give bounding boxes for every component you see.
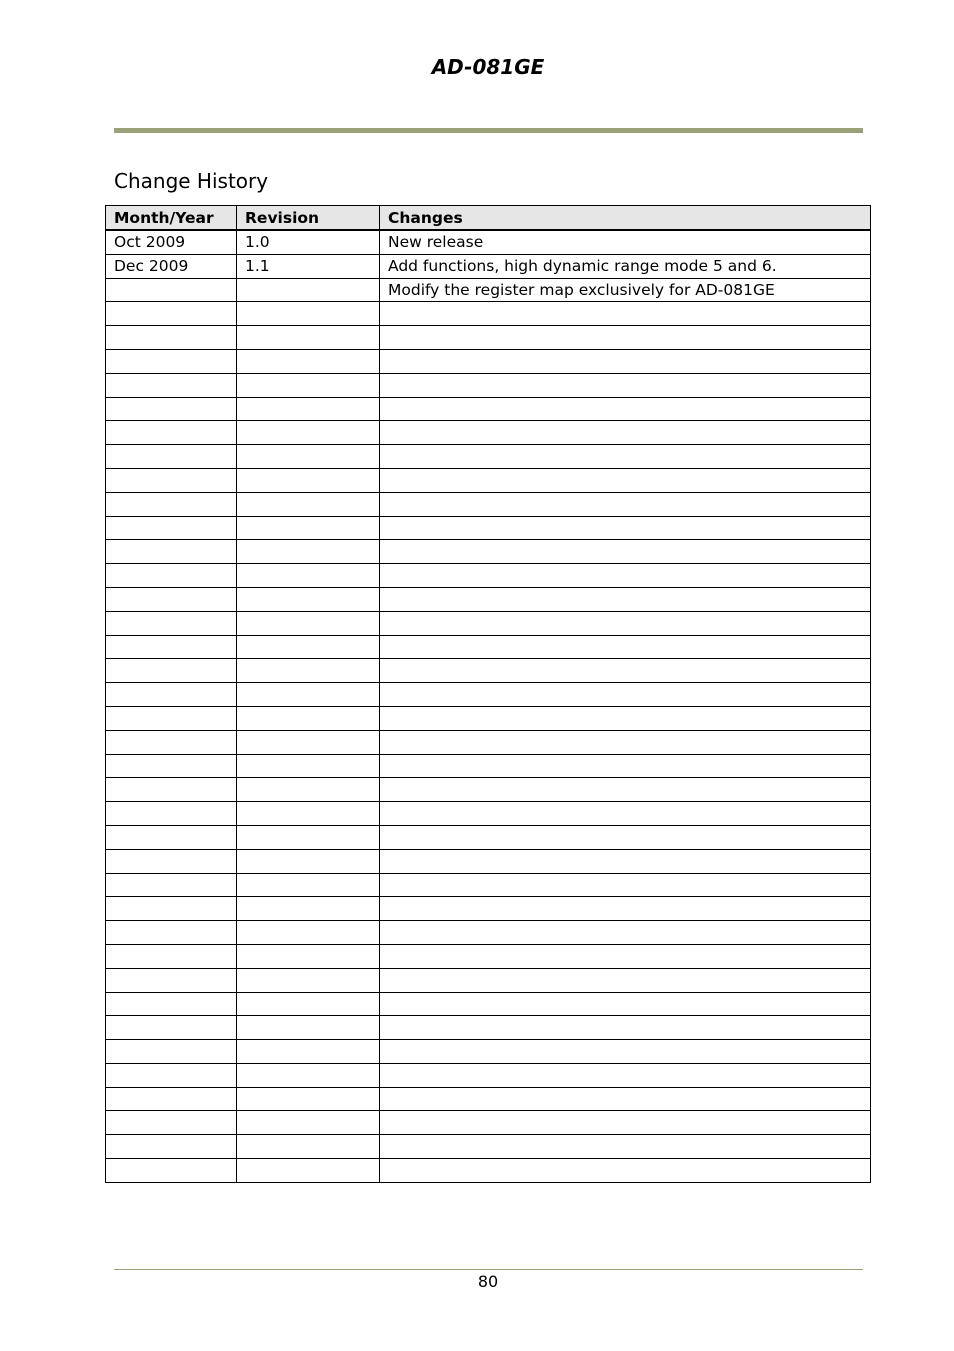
table-body bbox=[106, 230, 871, 1182]
cell-changes bbox=[380, 635, 871, 659]
cell-revision bbox=[237, 635, 380, 659]
table-row bbox=[106, 968, 871, 992]
cell-revision: 1.1 bbox=[237, 254, 380, 278]
cell-changes bbox=[380, 921, 871, 945]
cell-month-year bbox=[106, 873, 237, 897]
cell-changes bbox=[380, 1111, 871, 1135]
cell-month-year bbox=[106, 754, 237, 778]
cell-month-year bbox=[106, 944, 237, 968]
table-row bbox=[106, 540, 871, 564]
cell-changes bbox=[380, 516, 871, 540]
table-row bbox=[106, 230, 871, 254]
cell-changes bbox=[380, 302, 871, 326]
cell-month-year bbox=[106, 1111, 237, 1135]
table-row bbox=[106, 302, 871, 326]
cell-revision bbox=[237, 516, 380, 540]
cell-month-year bbox=[106, 706, 237, 730]
table-row bbox=[106, 730, 871, 754]
cell-month-year bbox=[106, 349, 237, 373]
table-row bbox=[106, 278, 871, 302]
table-row bbox=[106, 1159, 871, 1183]
cell-revision bbox=[237, 1135, 380, 1159]
cell-month-year bbox=[106, 492, 237, 516]
cell-month-year bbox=[106, 635, 237, 659]
cell-revision bbox=[237, 587, 380, 611]
cell-changes bbox=[380, 564, 871, 588]
cell-month-year bbox=[106, 1087, 237, 1111]
cell-changes bbox=[380, 849, 871, 873]
cell-changes bbox=[380, 968, 871, 992]
column-header-month-year: Month/Year bbox=[106, 206, 237, 231]
document-title: AD-081GE bbox=[431, 55, 545, 79]
cell-changes bbox=[380, 706, 871, 730]
cell-revision bbox=[237, 778, 380, 802]
header-rule bbox=[114, 128, 863, 133]
cell-changes bbox=[380, 1159, 871, 1183]
cell-month-year bbox=[106, 421, 237, 445]
cell-revision bbox=[237, 825, 380, 849]
cell-revision bbox=[237, 683, 380, 707]
table-row bbox=[106, 921, 871, 945]
cell-month-year bbox=[106, 849, 237, 873]
cell-month-year bbox=[106, 1063, 237, 1087]
cell-revision bbox=[237, 802, 380, 826]
table-row bbox=[106, 825, 871, 849]
table-row bbox=[106, 373, 871, 397]
cell-changes bbox=[380, 397, 871, 421]
cell-changes bbox=[380, 468, 871, 492]
cell-revision: 1.0 bbox=[237, 230, 380, 254]
cell-revision bbox=[237, 1016, 380, 1040]
cell-revision bbox=[237, 873, 380, 897]
cell-revision bbox=[237, 349, 380, 373]
cell-revision bbox=[237, 730, 380, 754]
table-row bbox=[106, 706, 871, 730]
cell-revision bbox=[237, 326, 380, 350]
table-row bbox=[106, 1135, 871, 1159]
cell-month-year bbox=[106, 778, 237, 802]
table-row bbox=[106, 445, 871, 469]
cell-revision bbox=[237, 278, 380, 302]
cell-month-year bbox=[106, 921, 237, 945]
cell-month-year bbox=[106, 373, 237, 397]
cell-month-year bbox=[106, 1159, 237, 1183]
cell-month-year bbox=[106, 516, 237, 540]
cell-changes bbox=[380, 1040, 871, 1064]
cell-month-year: Dec 2009 bbox=[106, 254, 237, 278]
cell-changes bbox=[380, 445, 871, 469]
cell-changes bbox=[380, 1063, 871, 1087]
cell-month-year bbox=[106, 445, 237, 469]
table-row bbox=[106, 611, 871, 635]
cell-month-year: Oct 2009 bbox=[106, 230, 237, 254]
table-row bbox=[106, 326, 871, 350]
cell-revision bbox=[237, 421, 380, 445]
table-row bbox=[106, 944, 871, 968]
cell-revision bbox=[237, 849, 380, 873]
table-row bbox=[106, 492, 871, 516]
table-row bbox=[106, 421, 871, 445]
cell-month-year bbox=[106, 326, 237, 350]
cell-changes bbox=[380, 611, 871, 635]
cell-changes bbox=[380, 659, 871, 683]
cell-month-year bbox=[106, 564, 237, 588]
cell-month-year bbox=[106, 897, 237, 921]
cell-changes bbox=[380, 992, 871, 1016]
cell-changes bbox=[380, 349, 871, 373]
column-header-changes: Changes bbox=[380, 206, 871, 231]
cell-changes bbox=[380, 825, 871, 849]
cell-revision bbox=[237, 921, 380, 945]
cell-revision bbox=[237, 540, 380, 564]
table-row bbox=[106, 1016, 871, 1040]
table-row bbox=[106, 873, 871, 897]
cell-month-year bbox=[106, 611, 237, 635]
table-row bbox=[106, 1063, 871, 1087]
cell-changes bbox=[380, 587, 871, 611]
cell-month-year bbox=[106, 683, 237, 707]
table-row bbox=[106, 992, 871, 1016]
table-header-row bbox=[106, 206, 871, 231]
cell-revision bbox=[237, 611, 380, 635]
cell-changes bbox=[380, 873, 871, 897]
page-number: 80 bbox=[477, 1272, 499, 1291]
cell-revision bbox=[237, 1063, 380, 1087]
table-row bbox=[106, 397, 871, 421]
cell-revision bbox=[237, 468, 380, 492]
cell-changes bbox=[380, 683, 871, 707]
table-row bbox=[106, 778, 871, 802]
cell-month-year bbox=[106, 1040, 237, 1064]
cell-month-year bbox=[106, 802, 237, 826]
cell-month-year bbox=[106, 825, 237, 849]
cell-revision bbox=[237, 492, 380, 516]
cell-month-year bbox=[106, 1016, 237, 1040]
column-header-revision: Revision bbox=[237, 206, 380, 231]
cell-changes bbox=[380, 421, 871, 445]
table-row bbox=[106, 683, 871, 707]
table-row bbox=[106, 516, 871, 540]
cell-revision bbox=[237, 1087, 380, 1111]
cell-changes: Add functions, high dynamic range mode 5 and 6. bbox=[380, 254, 871, 278]
cell-month-year bbox=[106, 302, 237, 326]
cell-revision bbox=[237, 564, 380, 588]
cell-changes bbox=[380, 730, 871, 754]
cell-revision bbox=[237, 1040, 380, 1064]
cell-month-year bbox=[106, 278, 237, 302]
cell-revision bbox=[237, 968, 380, 992]
table-row bbox=[106, 468, 871, 492]
cell-month-year bbox=[106, 659, 237, 683]
table-row bbox=[106, 587, 871, 611]
cell-changes bbox=[380, 326, 871, 350]
footer-rule bbox=[114, 1269, 863, 1270]
cell-month-year bbox=[106, 730, 237, 754]
table-row bbox=[106, 1111, 871, 1135]
cell-changes: New release bbox=[380, 230, 871, 254]
cell-changes bbox=[380, 492, 871, 516]
cell-month-year bbox=[106, 468, 237, 492]
table-row bbox=[106, 659, 871, 683]
cell-revision bbox=[237, 659, 380, 683]
table-row bbox=[106, 349, 871, 373]
cell-revision bbox=[237, 445, 380, 469]
cell-revision bbox=[237, 992, 380, 1016]
table-row bbox=[106, 1040, 871, 1064]
cell-revision bbox=[237, 754, 380, 778]
table-row bbox=[106, 897, 871, 921]
table-row bbox=[106, 1087, 871, 1111]
cell-month-year bbox=[106, 397, 237, 421]
table-row bbox=[106, 754, 871, 778]
table-row bbox=[106, 849, 871, 873]
cell-month-year bbox=[106, 1135, 237, 1159]
table-row bbox=[106, 802, 871, 826]
cell-month-year bbox=[106, 540, 237, 564]
cell-changes bbox=[380, 373, 871, 397]
section-heading: Change History bbox=[114, 169, 269, 193]
cell-revision bbox=[237, 302, 380, 326]
table-row bbox=[106, 564, 871, 588]
cell-changes bbox=[380, 540, 871, 564]
cell-revision bbox=[237, 397, 380, 421]
cell-changes bbox=[380, 802, 871, 826]
cell-revision bbox=[237, 373, 380, 397]
cell-revision bbox=[237, 897, 380, 921]
cell-month-year bbox=[106, 992, 237, 1016]
table-row bbox=[106, 635, 871, 659]
cell-changes bbox=[380, 1087, 871, 1111]
cell-revision bbox=[237, 706, 380, 730]
cell-changes bbox=[380, 1135, 871, 1159]
cell-revision bbox=[237, 1159, 380, 1183]
cell-month-year bbox=[106, 587, 237, 611]
cell-revision bbox=[237, 1111, 380, 1135]
change-history-table bbox=[105, 205, 871, 1183]
table-row bbox=[106, 254, 871, 278]
cell-revision bbox=[237, 944, 380, 968]
cell-changes bbox=[380, 1016, 871, 1040]
cell-month-year bbox=[106, 968, 237, 992]
cell-changes bbox=[380, 778, 871, 802]
cell-changes bbox=[380, 944, 871, 968]
cell-changes: Modify the register map exclusively for AD-081GE bbox=[380, 278, 871, 302]
cell-changes bbox=[380, 754, 871, 778]
cell-changes bbox=[380, 897, 871, 921]
